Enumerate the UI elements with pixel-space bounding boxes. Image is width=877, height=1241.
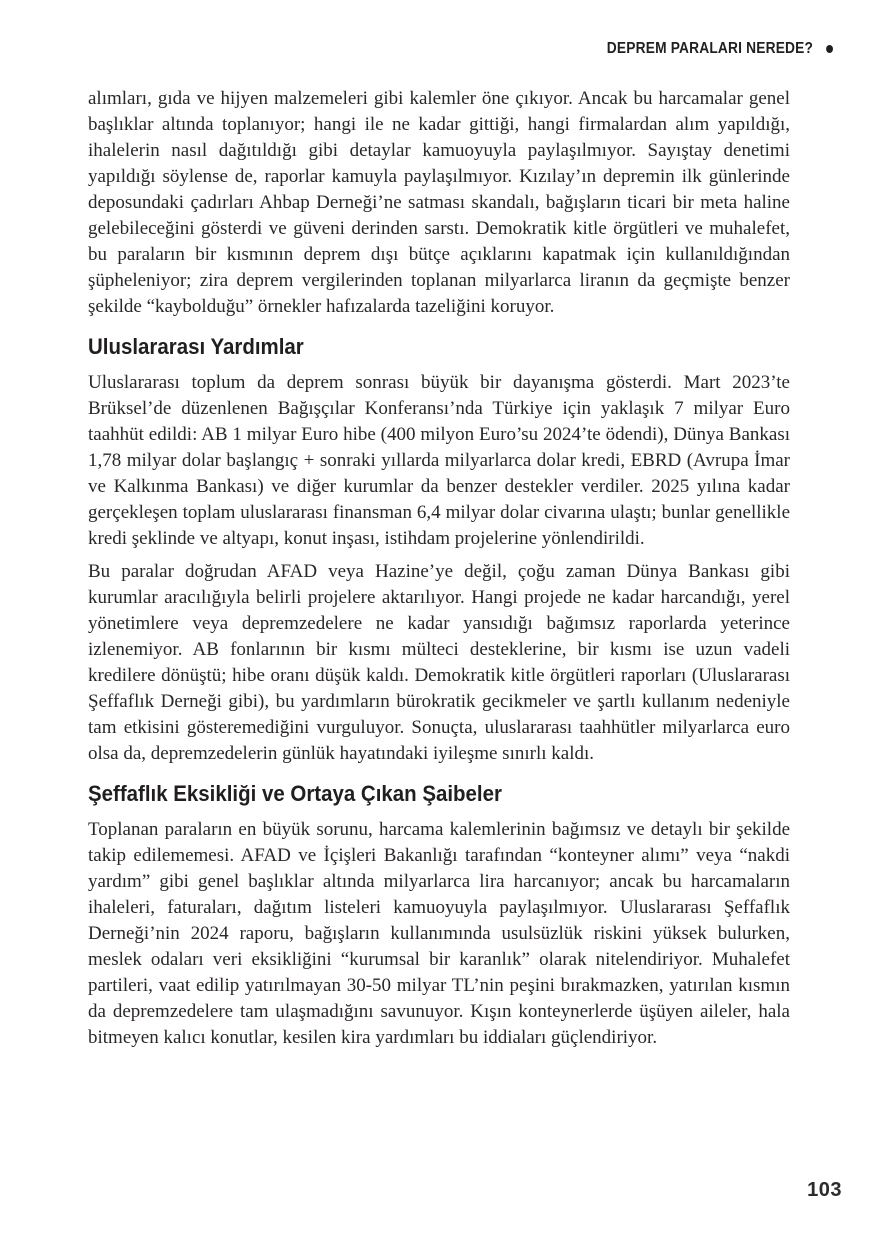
dot-bullet-icon: [826, 45, 833, 53]
running-head: [607, 40, 833, 58]
paragraph-transparency-claims: Toplanan paraların en büyük sorunu, harcama kalemlerinin bağımsız ve detaylı bir şekilde takip edilememesi. AFAD ve İçişleri Bakanlığı tarafından “konteyner alımı” veya “nakdi yardım” gibi genel başlıklar altında milyarlarca lira harcanıyor; ancak bu harcamaların ihaleleri, faturaları, dağıtım listeleri kamuoyuyla paylaşılmıyor. Uluslararası Şeffaflık Derneği’nin 2024 raporu, bağışların kullanımında usulsüzlük riskini yüksek bulurken, meslek odaları veri eksikliğini “kurumsal bir karanlık” olarak nitelendiriyor. Muhalefet partileri, vaat edilip yatırılmayan 30-50 milyar TL’nin peşini bırakmazken, yatırılan kısmın da depremzedelere tam ulaşmadığını savunuyor. Kışın konteynerlerde üşüyen aileler, hala bitmeyen kalıcı konutlar, kesilen kira yardımları bu iddiaları güçlendiriyor.: [88, 819, 790, 1048]
paragraph-spending-opacity: alımları, gıda ve hijyen malzemeleri gibi kalemler öne çıkıyor. Ancak bu harcamalar genel başlıklar altında toplanıyor; hangi ile ne kadar gittiği, hangi firmalardan alım yapıldığı, ihalelerin nasıl dağıtıldığı gibi detaylar kamuoyuyla paylaşılmıyor. Sayıştay denetimi yapıldığı söylense de, raporlar kamuyla paylaşılmıyor. Kızılay’ın depremin ilk günlerinde deposundaki çadırları Ahbap Derneği’ne satması skandalı, bağışların ticari bir meta haline gelebileceğini gösterdi ve güveni derinden sarstı. Demokratik kitle örgütleri ve muhalefet, bu paraların bir kısmının deprem dışı bütçe açıklarını kapatmak için kullanıldığından şüpheleniyor; zira deprem vergilerinden toplanan milyarlarca liranın da geçmişte benzer şekilde “kaybolduğu” örnekler hafızalarda tazeliğini koruyor.: [88, 88, 790, 317]
paragraph-donor-conference: Uluslararası toplum da deprem sonrası büyük bir dayanışma gösterdi. Mart 2023’te Brüksel’de düzenlenen Bağışçılar Konferansı’nda Türkiye için yaklaşık 7 milyar Euro taahhüt edildi: AB 1 milyar Euro hibe (400 milyon Euro’su 2024’te ödendi), Dünya Bankası 1,78 milyar dolar başlangıç + sonraki yıllarda milyarlarca dolar kredi, EBRD (Avrupa İmar ve Kalkınma Bankası) ve diğer kurumlar da benzer destekler verdiler. 2025 yılına kadar gerçekleşen toplam uluslararası finansman 6,4 milyar dolar civarına ulaştı; bunlar genellikle kredi şeklinde ve altyapı, konut inşası, istihdam projelerine yönlendirildi.: [88, 372, 790, 549]
page-number: 103: [807, 1179, 842, 1201]
heading-international-aid: Uluslararası Yardımlar: [88, 334, 304, 359]
running-head-title: DEPREM PARALARI NEREDE?: [606, 40, 814, 57]
paragraph-funds-routing: Bu paralar doğrudan AFAD veya Hazine’ye değil, çoğu zaman Dünya Bankası gibi kurumlar aracılığıyla belirli projelere aktarılıyor. Hangi projede ne kadar harcandığı, yerel yönetimlere veya depremzedelere ne kadar yansıdığı bağımsız raporlarda yeterince izlenemiyor. AB fonlarının bir kısmı mülteci desteklerine, bir kısmı ise uzun vadeli kredilere dönüştü; hibe oranı düşük kaldı. Demokratik kitle örgütleri raporları (Uluslararası Şeffaflık Derneği gibi), bu yardımların bürokratik gecikmeler ve şartlı kullanım nedeniyle tam etkisini gösteremediğini vurguluyor. Sonuçta, uluslararası taahhütler milyarlarca euro olsa da, depremzedelerin günlük hayatındaki iyileşme sınırlı kaldı.: [88, 561, 790, 764]
text-column: [88, 86, 790, 1058]
heading-transparency-gap: Şeffaflık Eksikliği ve Ortaya Çıkan Şaibeler: [88, 781, 502, 806]
